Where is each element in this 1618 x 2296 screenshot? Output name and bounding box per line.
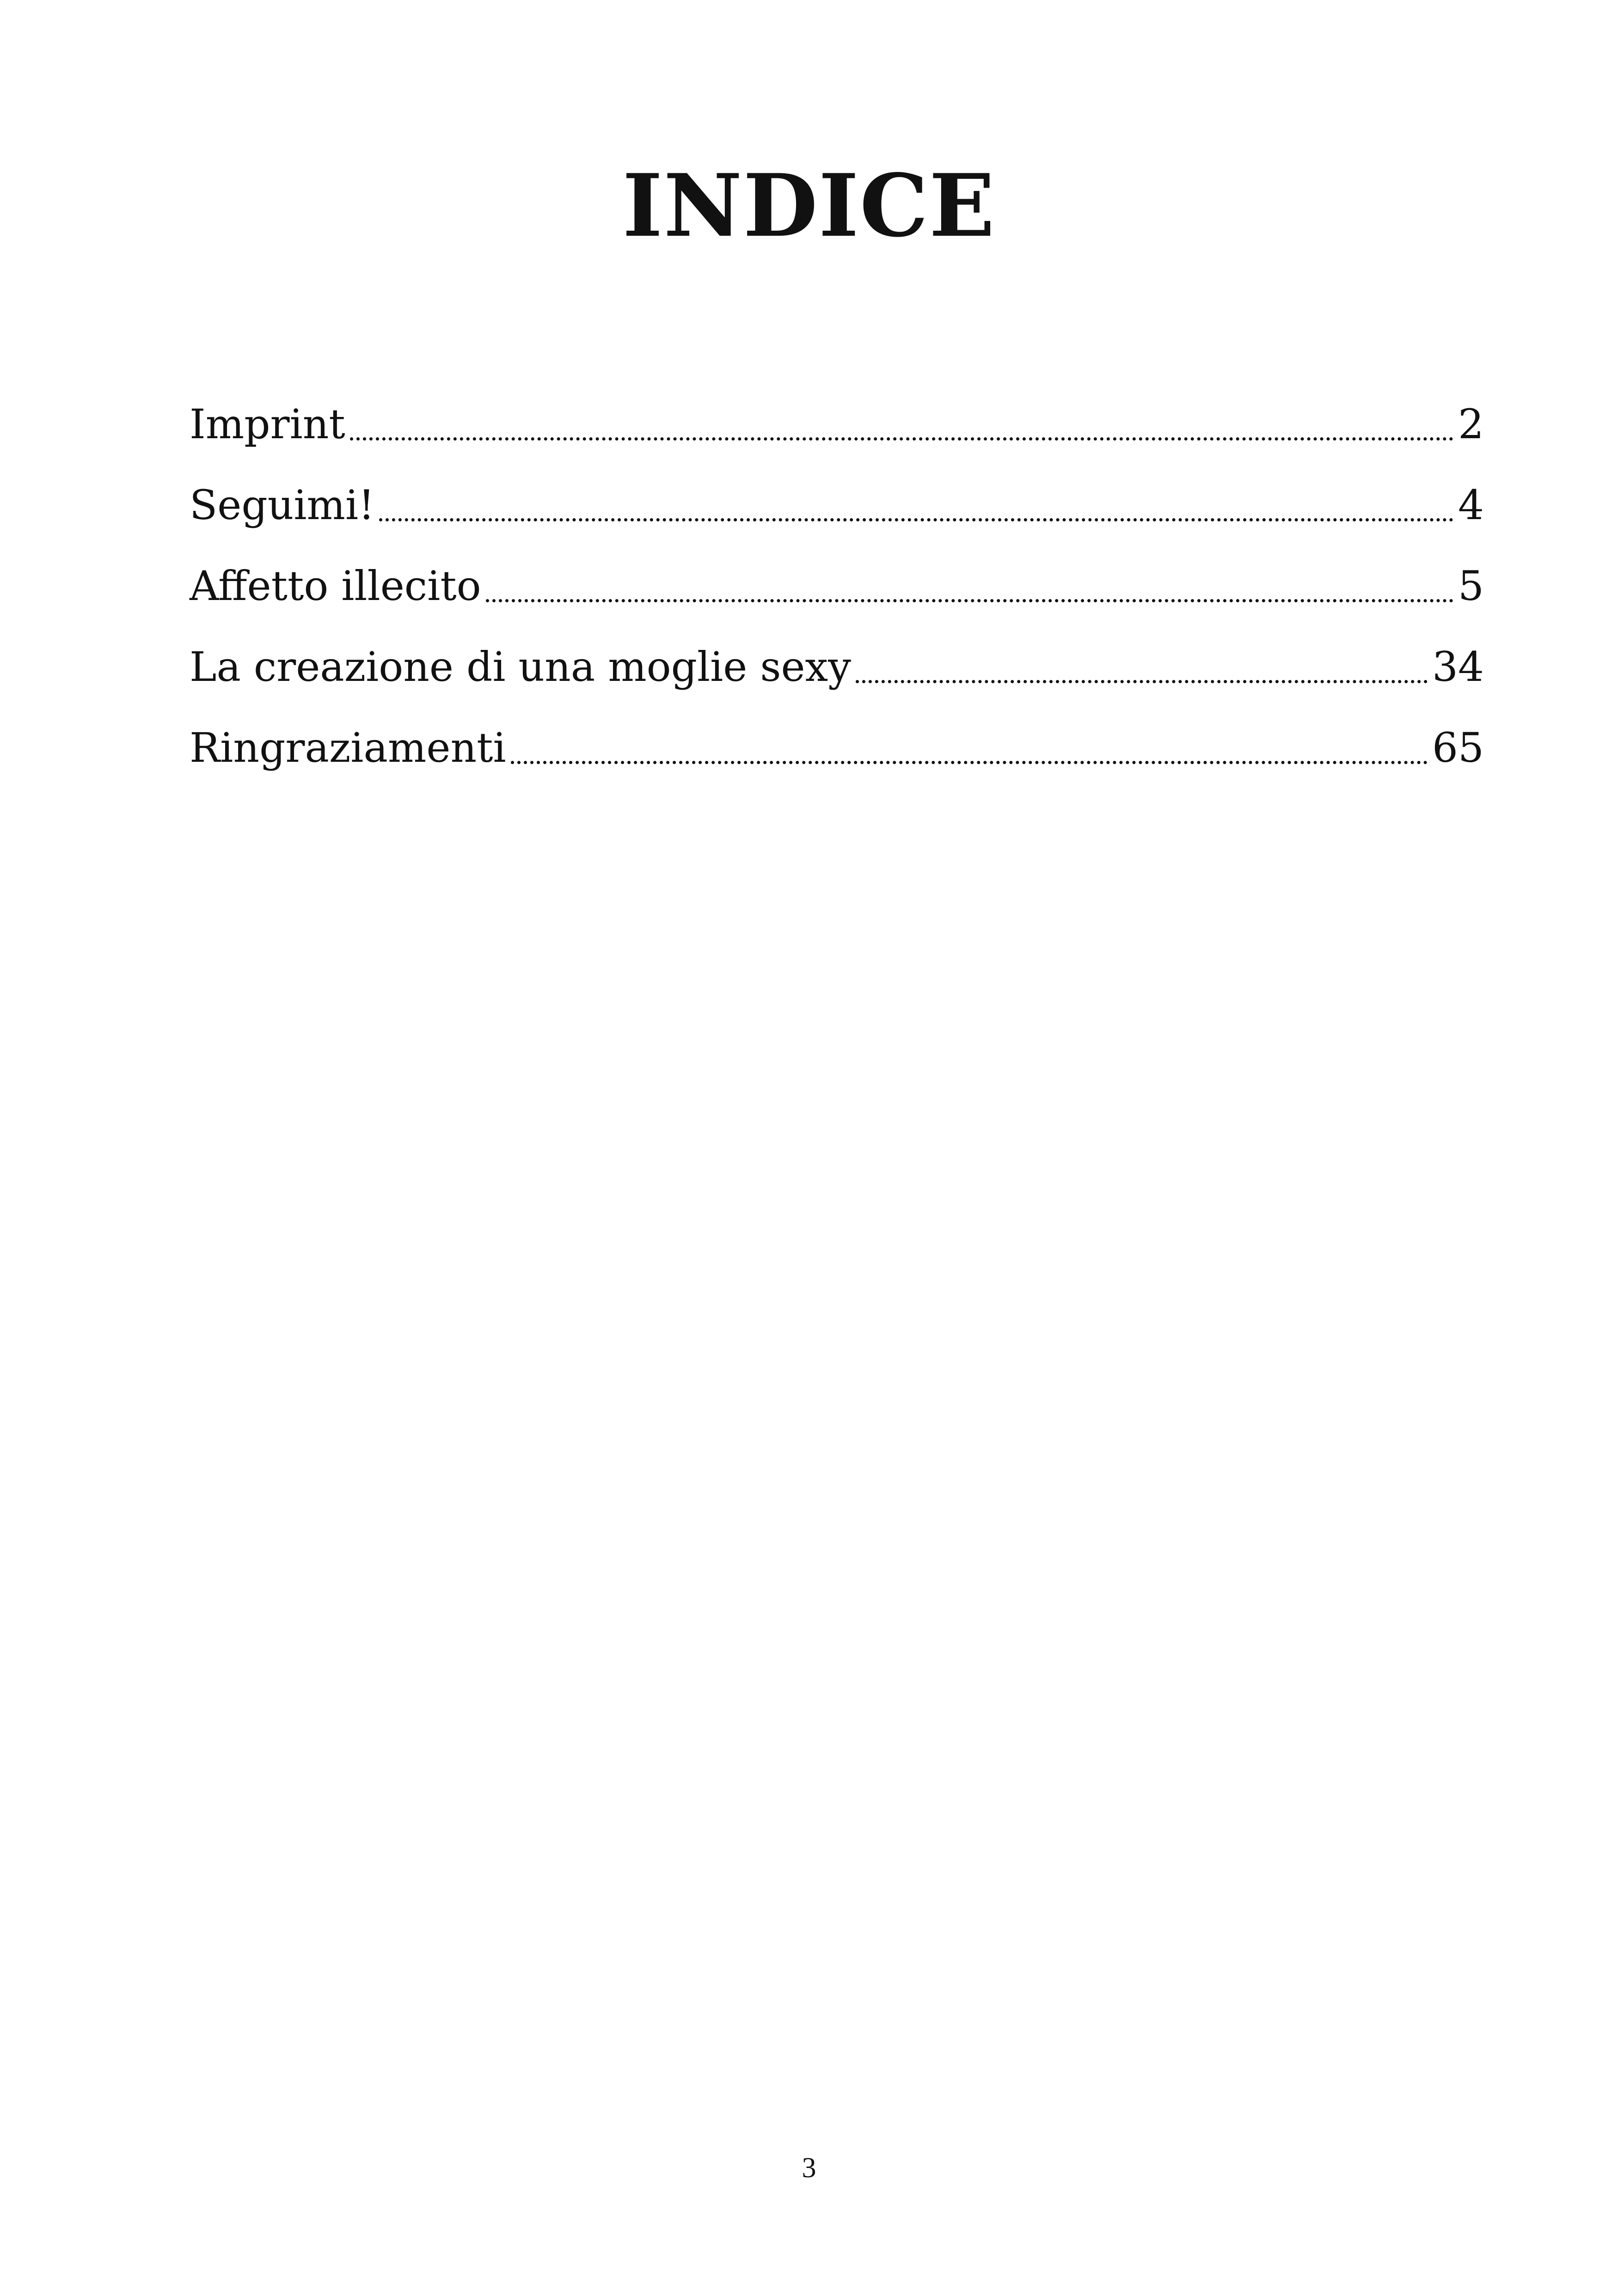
toc-entry-page: 5 (1458, 562, 1484, 610)
toc-entry-label: Imprint (190, 400, 345, 448)
toc-entry-label: Seguimi! (190, 481, 375, 529)
dot-leader (856, 626, 1428, 707)
dot-leader (350, 384, 1453, 465)
table-of-contents (190, 384, 1484, 788)
toc-entry-page: 34 (1432, 643, 1484, 691)
toc-entry-page: 4 (1458, 481, 1484, 529)
dot-leader (486, 545, 1453, 626)
toc-entry[interactable] (190, 465, 1484, 545)
toc-entry[interactable] (190, 707, 1484, 788)
dot-leader (379, 465, 1453, 545)
toc-entry[interactable] (190, 545, 1484, 626)
toc-entry[interactable] (190, 384, 1484, 465)
page-number: 3 (802, 2152, 816, 2184)
toc-entry-page: 2 (1458, 400, 1484, 448)
toc-entry-page: 65 (1432, 724, 1484, 771)
dot-leader (511, 707, 1428, 788)
toc-entry-label: Affetto illecito (190, 562, 481, 610)
toc-entry-label: La creazione di una moglie sexy (190, 643, 851, 691)
toc-entry[interactable] (190, 626, 1484, 707)
toc-entry-label: Ringraziamenti (190, 724, 506, 771)
page-title: INDICE (622, 155, 996, 256)
